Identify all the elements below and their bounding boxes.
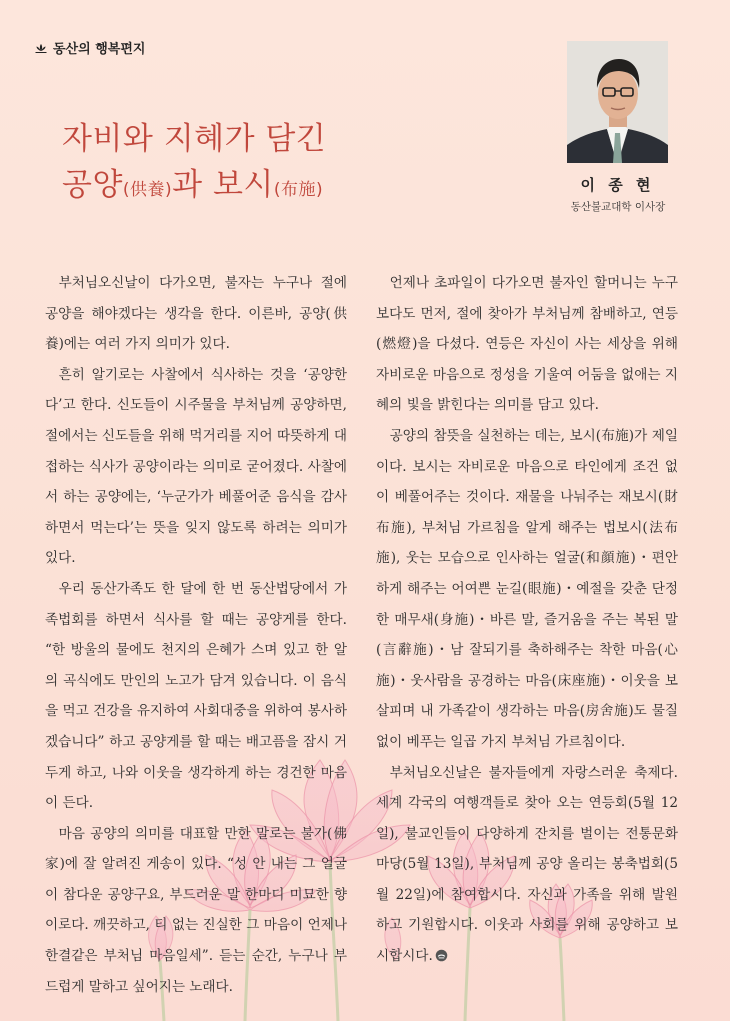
end-mark-icon: [435, 949, 448, 962]
paragraph: 흔히 알기로는 사찰에서 식사하는 것을 ‘공양한다’고 한다. 신도들이 시주물을 부처님께 공양하면, 절에서는 신도들을 위해 먹거리를 지어 따뜻하게 대접하는 식사가 공양이라는 의미로 굳어졌다. 사찰에서 하는 공양에는, ‘누군가가 베풀어준 음식을 감사하면서 먹는다’는 뜻을 잊지 않도록 하려는 의미가 있다.: [45, 366, 348, 567]
paragraph-text: 부처님오신날은 불자들에게 자랑스러운 축제다. 세계 각국의 여행객들로 찾아 오는 연등회(5월 12일), 불교인들이 다양하게 잔치를 벌이는 전통문화마당(5월 13일), 부처님께 공양 올리는 봉축법회(5월 22일)에 참여합시다. 자신과 가족을 위해 발원하고 기원합시다. 이웃과 사회를 위해 공양하고 보시합시다.: [376, 764, 678, 965]
title-word-gongyang: 공양: [62, 167, 123, 203]
title-word-bosi: 과 보시: [172, 167, 274, 203]
title-hanja-bosi: (布施): [273, 180, 324, 200]
paragraph: 공양의 참뜻을 실천하는 데는, 보시(布施)가 제일이다. 보시는 자비로운 마음으로 타인에게 조건 없이 베풀어주는 것이다. 재물을 나눠주는 재보시(財布施), 부처님 가르침을 알게 해주는 법보시(法布施), 웃는 모습으로 인사하는 얼굴(和顔施)・편안하게 해주는 어여쁜 눈길(眼施)・예절을 갖춘 단정한 매무새(身施)・바른 말, 즐거움을 주는 복된 말(言辭施)・남 잘되기를 축하해주는 착한 마음(心施)・웃사람을 공경하는 마음(床座施)・이웃을 보살피며 내 가족같이 생각하는 마음(房舍施)도 물질 없이 베푸는 일곱 가지 부처님 가르침이다.: [376, 427, 678, 750]
author-role: 동산불교대학 이사장: [570, 201, 666, 213]
paragraph: 우리 동산가족도 한 달에 한 번 동산법당에서 가족법회를 하면서 식사를 할 때는 공양게를 한다. “한 방울의 물에도 천지의 은혜가 스며 있고 한 알의 곡식에도 만인의 노고가 담겨 있습니다. 이 음식을 먹고 건강을 유지하여 사회대중을 위하여 봉사하겠습니다” 하고 공양게를 할 때는 배고픔을 잠시 거두게 하고, 나와 이웃을 생각하게 하는 경건한 마음이 든다.: [45, 580, 347, 812]
author-name: 이 종 현: [580, 176, 655, 194]
section-label-text: 동산의 행복편지: [53, 42, 146, 57]
paragraph: 부처님오신날이 다가오면, 불자는 누구나 절에 공양을 해야겠다는 생각을 한다. 이른바, 공양(供養)에는 여러 가지 의미가 있다.: [45, 275, 347, 353]
lotus-icon: [34, 43, 48, 53]
article-title: [62, 116, 326, 213]
paragraph: 언제나 초파일이 다가오면 불자인 할머니는 누구보다도 먼저, 절에 찾아가 부처님께 참배하고, 연등(燃燈)을 다셨다. 연등은 자신이 사는 세상을 위해 자비로운 마음으로 정성을 기울여 어둠을 없애는 지혜의 빛을 밝힌다는 의미를 담고 있다.: [376, 275, 679, 414]
title-line-2: [62, 162, 326, 213]
paragraph: 마음 공양의 의미를 대표할 만한 말로는 불가(佛家)에 잘 알려진 게송이 있다. “성 안 내는 그 얼굴이 참다운 공양구요, 부드러운 말 한마디 미묘한 향이로다. 깨끗하고, 티 없는 진실한 그 마음이 언제나 한결같은 부처님 마음일세”. 듣는 순간, 누구나 부드럽게 말하고 싶어지는 노래다.: [45, 825, 347, 995]
section-label: [34, 38, 145, 57]
body-column-left: [45, 268, 347, 1002]
title-line-1: 자비와 지혜가 담긴: [62, 121, 327, 157]
author-photo: [567, 41, 668, 163]
body-column-right: [376, 268, 678, 972]
paragraph: [376, 758, 678, 972]
title-hanja-gongyang: (供養): [122, 180, 173, 200]
